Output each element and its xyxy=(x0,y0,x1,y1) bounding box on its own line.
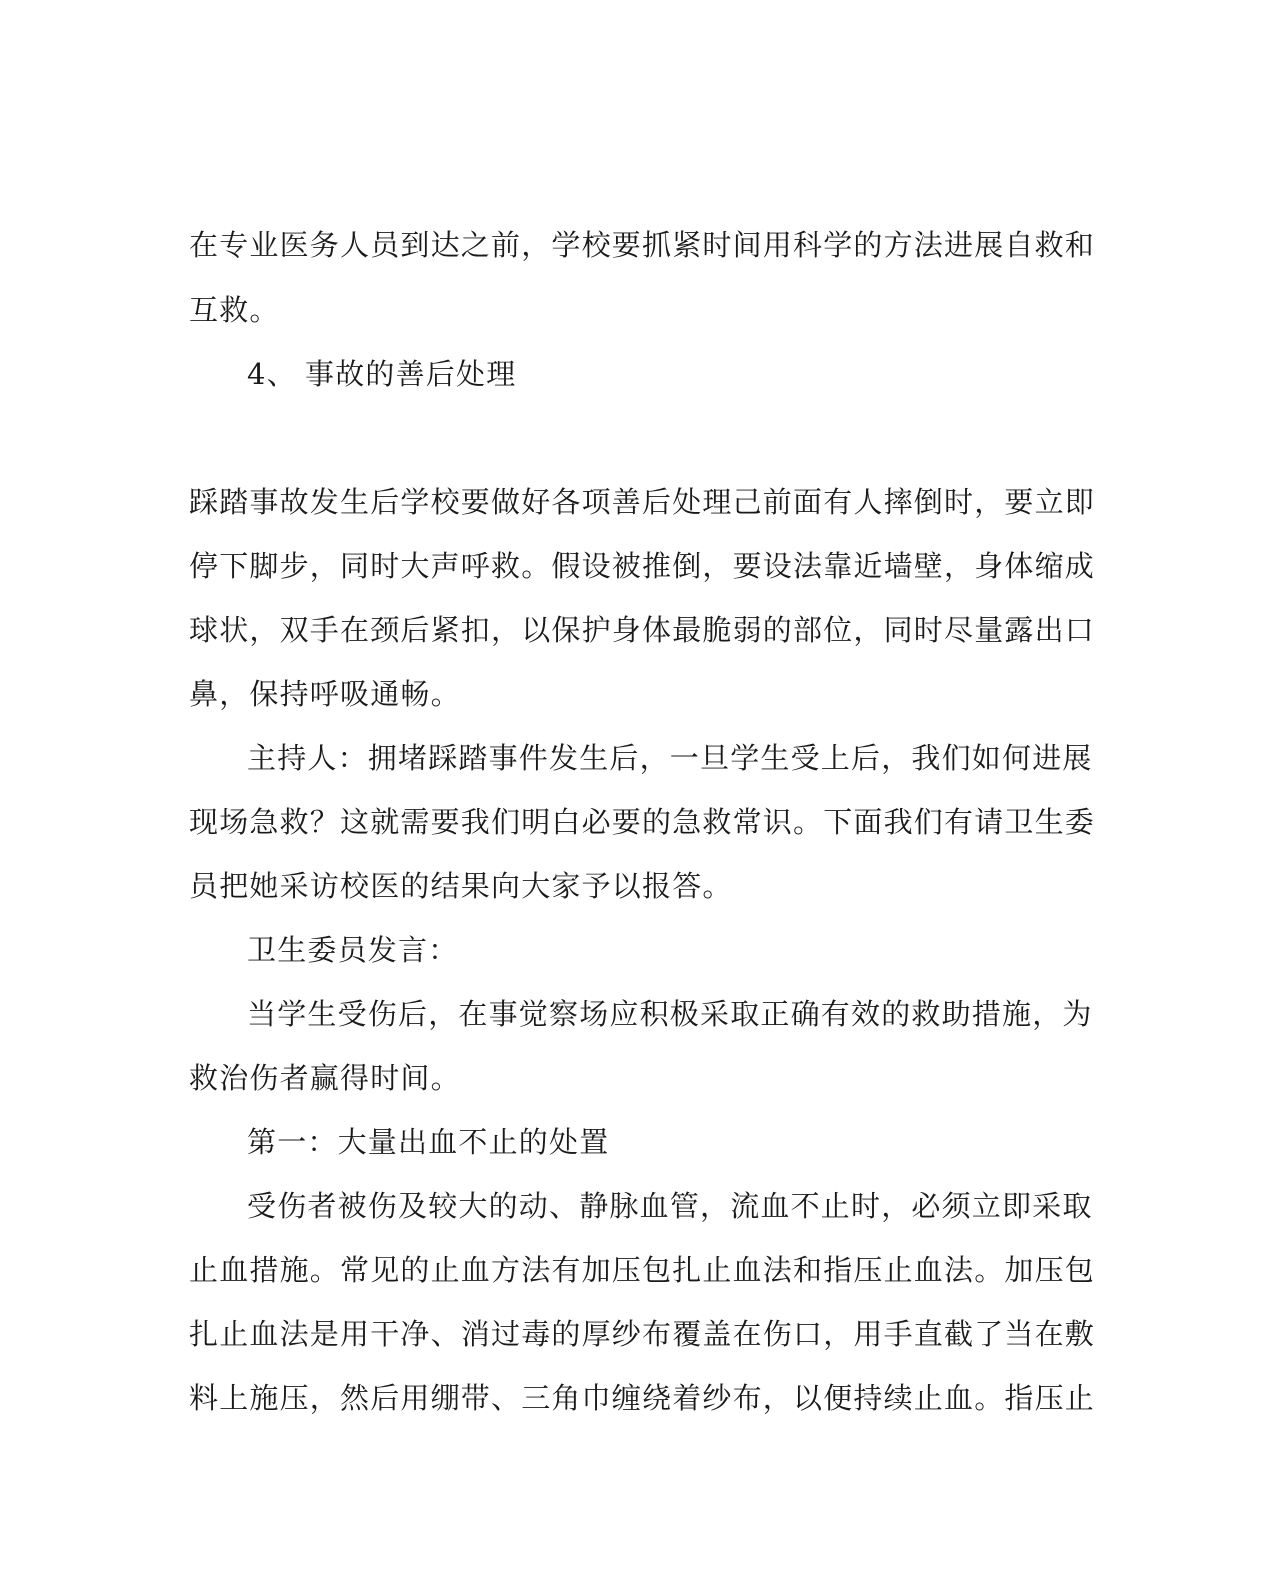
paragraph-line: 扎止血法是用干净、消过毒的厚纱布覆盖在伤口，用手直截了当在敷 xyxy=(189,1317,1096,1351)
paragraph-line: 现场急救？这就需要我们明白必要的急救常识。下面我们有请卫生委 xyxy=(189,805,1096,839)
paragraph-line: 在专业医务人员到达之前，学校要抓紧时间用科学的方法进展自救和 xyxy=(189,228,1096,262)
paragraph-line: 料上施压，然后用绷带、三角巾缠绕着纱布，以便持续止血。指压止 xyxy=(189,1381,1096,1415)
paragraph-line: 鼻，保持呼吸通畅。 xyxy=(189,677,461,711)
section-heading-number: 4、 xyxy=(247,357,297,391)
paragraph-line: 主持人：拥堵踩踏事件发生后，一旦学生受上后，我们如何进展 xyxy=(247,741,1093,775)
paragraph-line: 踩踏事故发生后学校要做好各项善后处理己前面有人摔倒时，要立即 xyxy=(189,485,1096,519)
paragraph-line: 员把她采访校医的结果向大家予以报答。 xyxy=(189,869,733,903)
paragraph-line: 卫生委员发言： xyxy=(247,933,459,967)
paragraph-line: 停下脚步，同时大声呼救。假设被推倒，要设法靠近墙壁，身体缩成 xyxy=(189,549,1096,583)
section-heading-text: 事故的善后处理 xyxy=(305,357,517,391)
paragraph-line: 救治伤者赢得时间。 xyxy=(189,1061,461,1095)
paragraph-line: 互救。 xyxy=(189,293,280,327)
paragraph-line: 止血措施。常见的止血方法有加压包扎止血法和指压止血法。加压包 xyxy=(189,1253,1096,1287)
paragraph-line: 球状，双手在颈后紧扣，以保护身体最脆弱的部位，同时尽量露出口 xyxy=(189,613,1096,647)
paragraph-line: 第一：大量出血不止的处置 xyxy=(247,1125,610,1159)
paragraph-line: 当学生受伤后，在事觉察场应积极采取正确有效的救助措施，为 xyxy=(247,997,1093,1031)
paragraph-line: 受伤者被伤及较大的动、静脉血管，流血不止时，必须立即采取 xyxy=(247,1189,1093,1223)
